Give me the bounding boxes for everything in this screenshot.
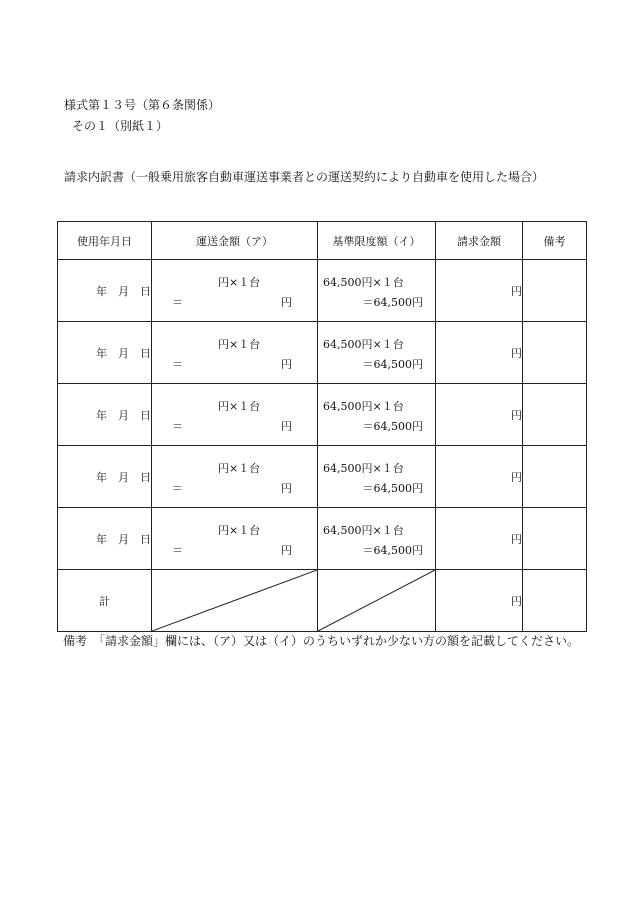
total-fare-crossed-cell [152,570,318,632]
fare-unit-text: 円×１台 [218,462,261,475]
usage-date-cell[interactable]: 年 月 日 [58,446,152,508]
remarks-cell[interactable] [523,446,587,508]
footnote: 備考 「請求金額」欄には、（ア）又は（イ）のうちいずれか少ない方の額を記載してください。 [63,634,580,648]
header-fare-amount: 運送金額（ア） [152,222,318,260]
limit-formula: 64,500円×１台 [323,400,404,413]
fare-equals-sign: ＝ [172,296,183,309]
total-row [58,570,587,632]
limit-formula: 64,500円×１台 [323,462,404,475]
fare-yen-unit: 円 [281,544,292,557]
fare-yen-unit: 円 [281,420,292,433]
fare-unit-text: 円×１台 [218,276,261,289]
table-row [58,322,587,384]
fare-yen-unit: 円 [281,482,292,495]
fare-amount-cell[interactable] [152,260,318,322]
fare-equals-sign: ＝ [172,358,183,371]
table-row [58,260,587,322]
fare-unit-text: 円×１台 [218,338,261,351]
limit-formula: 64,500円×１台 [323,524,404,537]
limit-formula: 64,500円×１台 [323,338,404,351]
remarks-cell[interactable] [523,322,587,384]
claim-amount-cell[interactable]: 円 [436,384,523,446]
claim-amount-cell[interactable]: 円 [436,260,523,322]
table-row [58,384,587,446]
fare-amount-cell[interactable] [152,384,318,446]
claim-breakdown-table [57,221,587,632]
limit-amount-cell [318,508,436,570]
usage-date-cell[interactable]: 年 月 日 [58,322,152,384]
limit-result: ＝64,500円 [362,482,423,495]
header-remarks: 備考 [523,222,587,260]
table-row [58,446,587,508]
table-header-row [58,222,587,260]
remarks-cell[interactable] [523,508,587,570]
claim-amount-cell[interactable]: 円 [436,446,523,508]
document-title: 請求内訳書（一般乗用旅客自動車運送事業者との運送契約により自動車を使用した場合） [64,170,545,184]
limit-amount-cell [318,446,436,508]
fare-yen-unit: 円 [281,296,292,309]
limit-result: ＝64,500円 [362,358,423,371]
fare-yen-unit: 円 [281,358,292,371]
fare-amount-cell[interactable] [152,508,318,570]
fare-equals-sign: ＝ [172,482,183,495]
usage-date-cell[interactable]: 年 月 日 [58,260,152,322]
limit-result: ＝64,500円 [362,544,423,557]
form-sub-number: その１（別紙１） [72,119,169,133]
form-number: 様式第１３号（第６条関係） [64,98,221,112]
table-row [58,508,587,570]
limit-amount-cell [318,384,436,446]
limit-formula: 64,500円×１台 [323,276,404,289]
usage-date-cell[interactable]: 年 月 日 [58,508,152,570]
total-label: 計 [58,570,152,632]
fare-unit-text: 円×１台 [218,524,261,537]
claim-amount-cell[interactable]: 円 [436,508,523,570]
total-limit-crossed-cell [318,570,436,632]
header-claim-amount: 請求金額 [436,222,523,260]
fare-unit-text: 円×１台 [218,400,261,413]
total-remarks-cell[interactable] [523,570,587,632]
claim-amount-cell[interactable]: 円 [436,322,523,384]
limit-result: ＝64,500円 [362,420,423,433]
header-limit-amount: 基準限度額（イ） [318,222,436,260]
header-usage-date: 使用年月日 [58,222,152,260]
limit-result: ＝64,500円 [362,296,423,309]
remarks-cell[interactable] [523,384,587,446]
remarks-cell[interactable] [523,260,587,322]
total-amount-cell[interactable]: 円 [436,570,523,632]
diagonal-strike [318,570,435,631]
fare-amount-cell[interactable] [152,446,318,508]
diagonal-strike [152,570,317,631]
fare-amount-cell[interactable] [152,322,318,384]
fare-equals-sign: ＝ [172,544,183,557]
limit-amount-cell [318,260,436,322]
usage-date-cell[interactable]: 年 月 日 [58,384,152,446]
limit-amount-cell [318,322,436,384]
fare-equals-sign: ＝ [172,420,183,433]
